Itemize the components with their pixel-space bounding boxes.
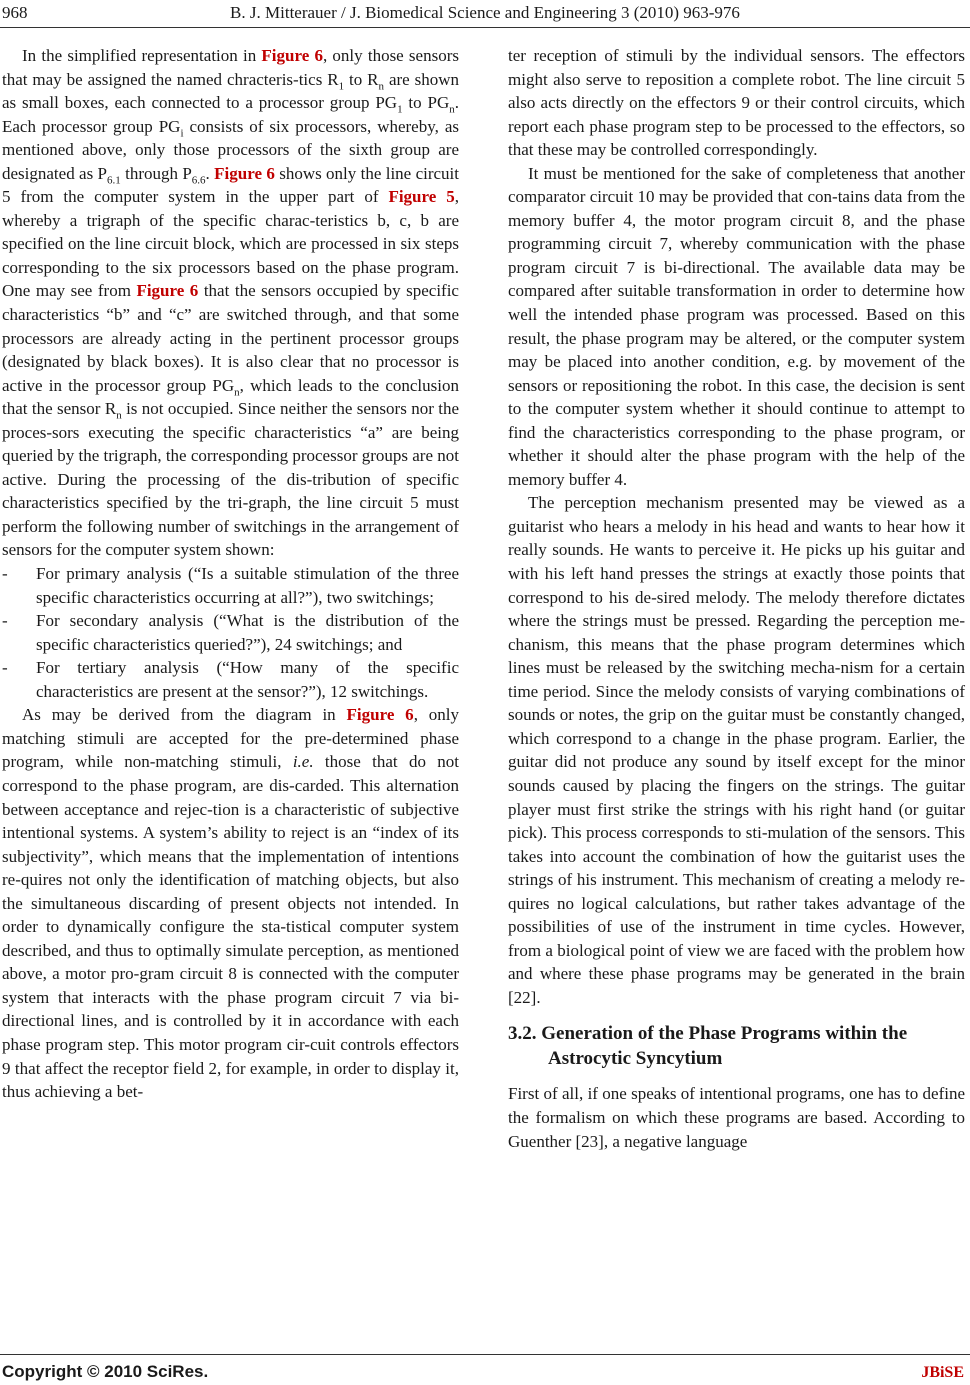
page-number: 968	[2, 3, 28, 22]
figure-link[interactable]: Figure 5	[388, 187, 455, 207]
figure-link[interactable]: Figure 6	[136, 281, 199, 301]
paragraph-sensors: In the simplified representation in Figure 6, only those sensors that may be assigned the named chracteris-tics $R_1$ to $R_n$ are shown as small boxes, each connected to a processor group $PG_1$ to $PG_n$. Each processor group $PG_i$ consists of six processors, whereby, as mentioned above, only those processors of the sixth group are designated as $P_{6.1}$ through $P_{6.6}$. Figure 6 shows only the line circuit 5 from the computer system in the upper part of Figure 5, whereby a trigraph of the specific charac-teristics b, c, b are specified on the line circuit block, which are processed in six steps corresponding to the six processors based on the phase program. One may see from Figure 6 that the sensors occupied by specific characteristics “b” and “c” are switched through, and that some processors are already acting in the pertinent processor groups (designated by black boxes). It is also clear that no processor is active in the processor group $PG_n$, which leads to the conclusion that the sensor $R_n$ is not occupied. Since neither the sensors nor the proces-sors executing the specific characteristics “a” are being queried by the trigraph, the corresponding processor groups are not active. During the processing of the dis-tribution of specific characteristics specified by the tri-graph, the line circuit 5 must perform the following number of switchings in the arrangement of sensors for the computer system shown:	[2, 46, 460, 560]
running-head: B. J. Mitterauer / J. Biomedical Science and Engineering 3 (2010) 963-976	[230, 3, 740, 22]
list-item: - For secondary analysis (“What is the distribution of the specific characteristics queried?”), 24 switchings; and	[2, 611, 459, 654]
left-column	[2, 44, 459, 1104]
copyright: Copyright © 2010 SciRes.	[2, 1362, 209, 1381]
paragraph-comparator: It must be mentioned for the sake of completeness that another comparator circuit 10 may be provided that con-tains data from the memory buffer 4, the motor program circuit 8, and the phase programming circuit 7, whereby communication with the phase program circuit 7 is bi-directional. The available data may be compared after suitable transformation in order to determine how well the intended phase program was processed. Based on this result, the phase program may be altered, or the computer system may be placed into another condition, e.g. by movement of the sensors or repositioning the robot. In this case, the decision is sent to the computer system whether it should continue to attempt to find the characteristics corresponding to the phase program, or whether it should alter the phase program with the help of the memory buffer 4.	[508, 163, 965, 489]
header-rule	[0, 27, 970, 28]
page-header	[0, 0, 970, 30]
paragraph-matching-stimuli: As may be derived from the diagram in Figure 6, only matching stimuli are accepted for the pre-determined phase program, while non-matching stimuli, i.e. those that do not correspond to the phase program, are dis-carded. This alternation between acceptance and rejec-tion is a characteristic of subjective intentional systems. A system’s ability to reject is an “index of its subjectivity”, which means that the implementation of intentions re-quires not only the identification of matching objects, but also the simultaneous discarding of present objects not intended. In order to dynamically configure the sta-tistical computer system described, and thus to optimally simulate perception, as mentioned above, a motor pro-gram circuit 8 is connected with the computer system that interacts with the phase program circuit 7 via bi-directional lines, and is controlled by it in accordance with each phase program step. This motor program cir-cuit controls effectors 9 that affect the receptor field 2, for example, in order to display it, thus achieving a bet-	[2, 705, 459, 1102]
paragraph-intentional-programs: First of all, if one speaks of intentional programs, one has to define the formalism on which these programs are based. According to Guenther [23], a negative language	[508, 1084, 965, 1151]
figure-link[interactable]: Figure 6	[261, 46, 323, 65]
list-item: - For primary analysis (“Is a suitable stimulation of the three specific characteristics occurring at all?”), two switchings;	[2, 564, 459, 607]
list-item: - For tertiary analysis (“How many of the specific characteristics are present at the sensor?”), 12 switchings.	[2, 658, 459, 701]
figure-link[interactable]: Figure 6	[214, 163, 275, 183]
paragraph-guitarist: The perception mechanism presented may be viewed as a guitarist who hears a melody in his head and wants to hear how it really sounds. He wants to perceive it. He picks up his guitar and with his left hand presses the strings at exactly those points that correspond to his de-sired melody. The melody therefore dictates where the strings must be pressed. Regarding the perception me-chanism, this means that the phase program determines which lines must be released by the switching mecha-nism for a certain time period. Since the melody consists of varying combinations of sounds or notes, the grip on the guitar must be constantly changed, which correspond to a change in the phase program. Earlier, the guitar did not produce any sound by itself except for the minor sounds caused by placing the fingers on the strings. The guitar player must first strike the strings with his right hand (or guitar pick). This process corresponds to sti-mulation of the sensors. This takes into account the combination of how the guitarist uses the strings of his instrument. This mechanism of creating a melody re-quires no logical calculations, but rather takes advantage of the possibilities of use of the instrument in time cycles. However, from a biological point of view we are faced with the problem how and where these phase programs may be generated in the brain [22].	[508, 493, 965, 1007]
paragraph-continued: ter reception of stimuli by the individual sensors. The effectors might also serve to reposition a complete robot. The line circuit 5 also acts directly on the effectors 9 or their control circuits, which report each phase program step to be processed to the effectors, so that these may be controlled correspondingly.	[508, 46, 965, 160]
section-heading: 3.2. Generation of the Phase Programs within the Astrocytic Syncytium	[508, 1023, 908, 1070]
figure-link[interactable]: Figure 6	[346, 705, 414, 725]
footer-rule	[0, 1354, 970, 1355]
switching-list	[2, 562, 459, 703]
journal-name: JBiSE	[921, 1364, 964, 1381]
right-column	[508, 44, 965, 1153]
